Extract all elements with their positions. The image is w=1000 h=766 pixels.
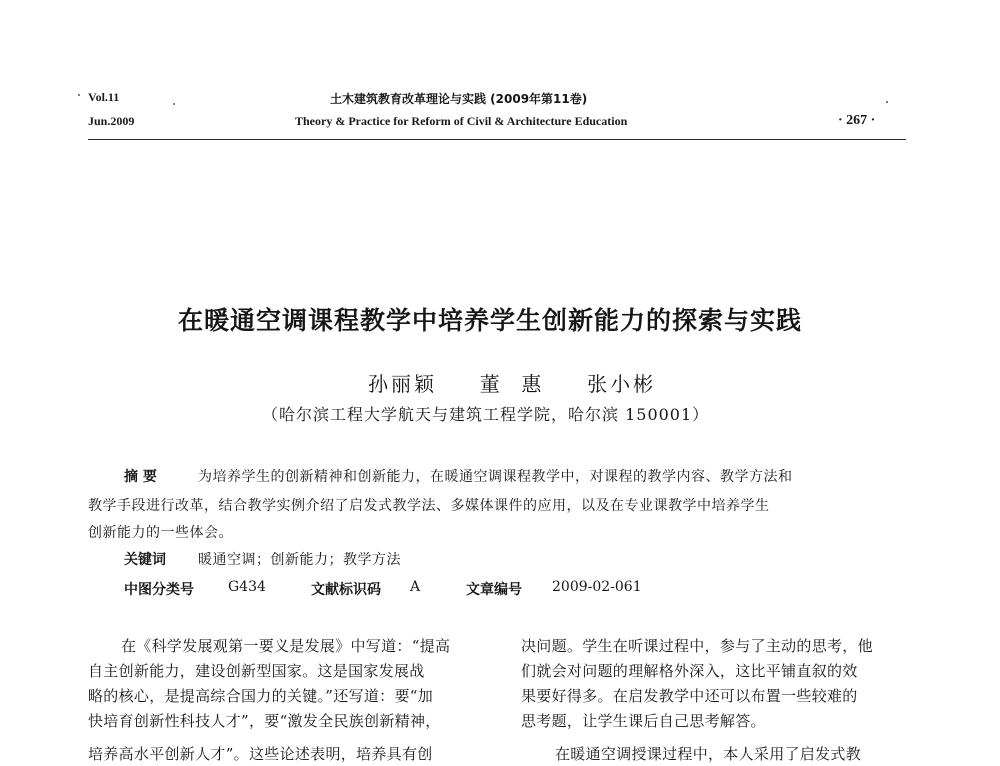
author-list: [368, 368, 656, 397]
doc-code-value: A: [410, 579, 421, 595]
body-line-right: 们就会对问题的理解格外深入，这比平铺直叙的效: [521, 662, 858, 680]
body-line-right: 果要好得多。在启发教学中还可以布置一些较难的: [521, 687, 858, 705]
issue-date: Jun.2009: [88, 114, 135, 128]
author-name: 张小彬: [587, 372, 657, 396]
body-line-left: 快培育创新性科技人才”，要“激发全民族创新精神，: [88, 712, 441, 730]
scan-speck: [886, 101, 888, 103]
body-line-right: 思考题，让学生课后自己思考解答。: [521, 712, 766, 730]
journal-title-en: Theory & Practice for Reform of Civil & Architecture Education: [295, 114, 628, 128]
doc-code-label: 文献标识码: [311, 582, 381, 598]
clc-value: G434: [228, 579, 266, 595]
body-line-left: 略的核心，是提高综合国力的关键。”还写道：要“加: [88, 687, 434, 705]
keywords-label: 关键词: [124, 552, 166, 568]
article-number-label: 文章编号: [466, 582, 522, 598]
article-number-value: 2009-02-061: [552, 579, 642, 595]
page-number: · 267 ·: [838, 113, 876, 128]
scan-speck: [173, 103, 175, 105]
author-name: 孙丽颖: [368, 372, 437, 396]
author-name: 董 惠: [479, 372, 545, 396]
header-rule: [88, 139, 906, 140]
keywords-value: 暖通空调；创新能力；教学方法: [198, 552, 401, 568]
journal-title-cn: 土木建筑教育改革理论与实践 (2009年第11卷): [330, 92, 588, 106]
clc-label: 中图分类号: [124, 582, 194, 598]
abstract-line: 为培养学生的创新精神和创新能力，在暖通空调课程教学中，对课程的教学内容、教学方法和: [198, 469, 793, 485]
author-affiliation: （哈尔滨工程大学航天与建筑工程学院，哈尔滨 150001）: [262, 405, 710, 424]
abstract-line: 教学手段进行改革，结合教学实例介绍了启发式教学法、多媒体课件的应用，以及在专业课教学中培养学生: [88, 498, 770, 514]
body-line-right: 在暖通空调授课过程中，本人采用了启发式教: [555, 745, 862, 763]
abstract-label: 摘 要: [124, 469, 157, 485]
body-line-left: 自主创新能力，建设创新型国家。这是国家发展战: [88, 662, 425, 680]
body-line-right: 决问题。学生在听课过程中，参与了主动的思考，他: [521, 637, 873, 655]
body-line-left: 培养高水平创新人才”。这些论述表明，培养具有创: [88, 745, 433, 763]
article-title: 在暖通空调课程教学中培养学生创新能力的探索与实践: [178, 306, 803, 335]
volume-label: Vol.11: [88, 90, 120, 104]
body-line-left: 在《科学发展观第一要义是发展》中写道：“提高: [121, 637, 451, 655]
scan-speck: [78, 94, 80, 96]
abstract-line: 创新能力的一些体会。: [88, 525, 233, 541]
